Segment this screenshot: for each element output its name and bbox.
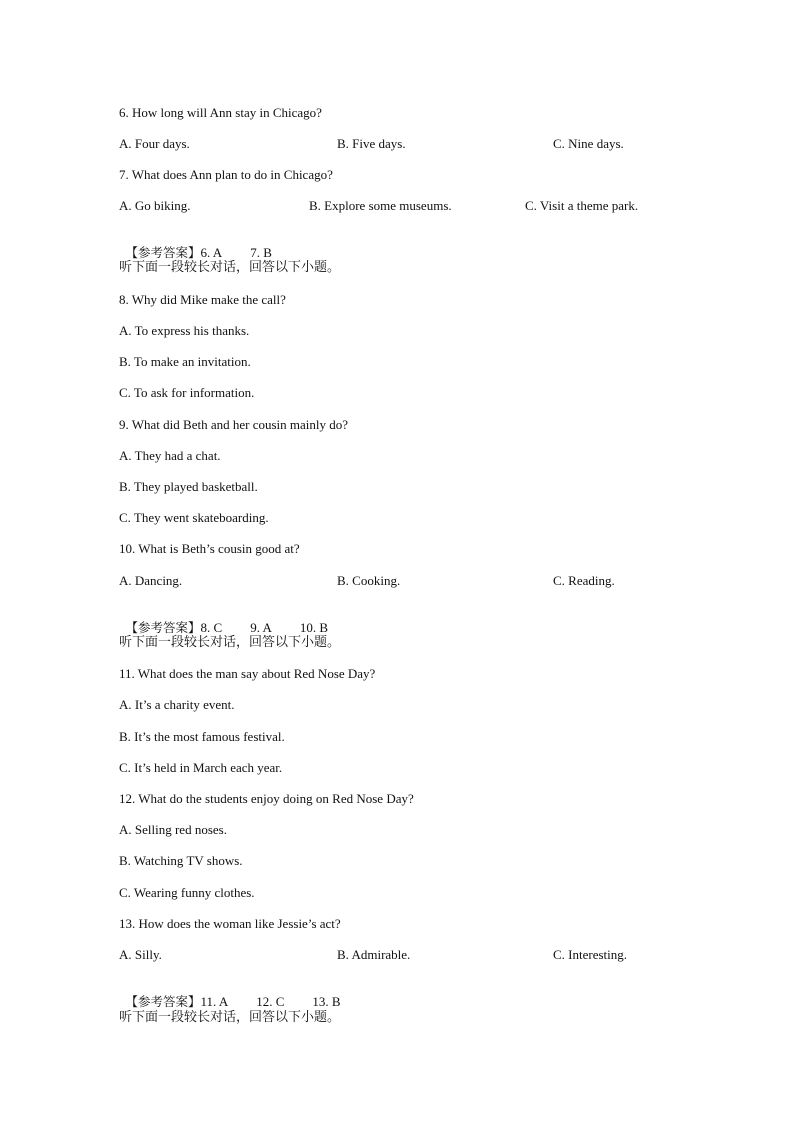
question-6: 6. How long will Ann stay in Chicago? <box>119 105 322 120</box>
section-instruction: 听下面一段较长对话，回答以下小题。 <box>119 1010 341 1025</box>
question-8-option-c: C. To ask for information. <box>119 385 255 400</box>
question-13: 13. How does the woman like Jessie’s act? <box>119 916 341 931</box>
option-c: C. Interesting. <box>553 947 628 962</box>
answer-key-2 <box>119 604 328 636</box>
question-8-option-a: A. To express his thanks. <box>119 323 250 338</box>
answer-key-1 <box>119 229 272 261</box>
option-b: B. Five days. <box>337 136 406 151</box>
question-11-option-b: B. It’s the most famous festival. <box>119 729 285 744</box>
question-12-option-c: C. Wearing funny clothes. <box>119 885 255 900</box>
option-b: B. Explore some museums. <box>309 198 452 213</box>
question-13-options <box>119 947 794 963</box>
option-b: B. Admirable. <box>337 947 411 962</box>
question-6-options <box>119 136 794 152</box>
question-7-options <box>119 198 794 214</box>
question-10-options <box>119 573 794 589</box>
question-9-option-a: A. They had a chat. <box>119 448 221 463</box>
section-instruction: 听下面一段较长对话，回答以下小题。 <box>119 635 341 650</box>
section-instruction: 听下面一段较长对话，回答以下小题。 <box>119 260 341 275</box>
answer-value: 13. B <box>312 994 341 1009</box>
option-c: C. Reading. <box>553 573 615 588</box>
option-a: A. Silly. <box>119 947 162 962</box>
answer-key-label: 【参考答案】 <box>125 620 201 635</box>
answer-value: 8. C <box>200 620 223 635</box>
question-8-option-b: B. To make an invitation. <box>119 354 251 369</box>
answer-key-label: 【参考答案】 <box>125 994 201 1009</box>
question-12-option-a: A. Selling red noses. <box>119 822 227 837</box>
question-10: 10. What is Beth’s cousin good at? <box>119 541 300 556</box>
answer-value: 9. A <box>250 620 272 635</box>
answer-value: 12. C <box>256 994 285 1009</box>
answer-value: 10. B <box>299 620 329 635</box>
question-7: 7. What does Ann plan to do in Chicago? <box>119 167 333 182</box>
answer-value: 6. A <box>200 245 223 260</box>
question-12-option-b: B. Watching TV shows. <box>119 853 243 868</box>
question-9-option-b: B. They played basketball. <box>119 479 258 494</box>
answer-key-3 <box>119 978 341 1010</box>
question-9-option-c: C. They went skateboarding. <box>119 510 269 525</box>
question-8: 8. Why did Mike make the call? <box>119 292 286 307</box>
question-9: 9. What did Beth and her cousin mainly do? <box>119 417 349 432</box>
question-11: 11. What does the man say about Red Nose Day? <box>119 666 376 681</box>
question-11-option-c: C. It’s held in March each year. <box>119 760 283 775</box>
option-a: A. Go biking. <box>119 198 191 213</box>
answer-key-label: 【参考答案】 <box>125 245 201 260</box>
option-c: C. Nine days. <box>553 136 624 151</box>
question-11-option-a: A. It’s a charity event. <box>119 697 235 712</box>
answer-value: 11. A <box>200 994 229 1009</box>
answer-value: 7. B <box>250 245 272 260</box>
option-b: B. Cooking. <box>337 573 401 588</box>
option-c: C. Visit a theme park. <box>525 198 639 213</box>
option-a: A. Four days. <box>119 136 190 151</box>
option-a: A. Dancing. <box>119 573 183 588</box>
question-12: 12. What do the students enjoy doing on Red Nose Day? <box>119 791 414 806</box>
